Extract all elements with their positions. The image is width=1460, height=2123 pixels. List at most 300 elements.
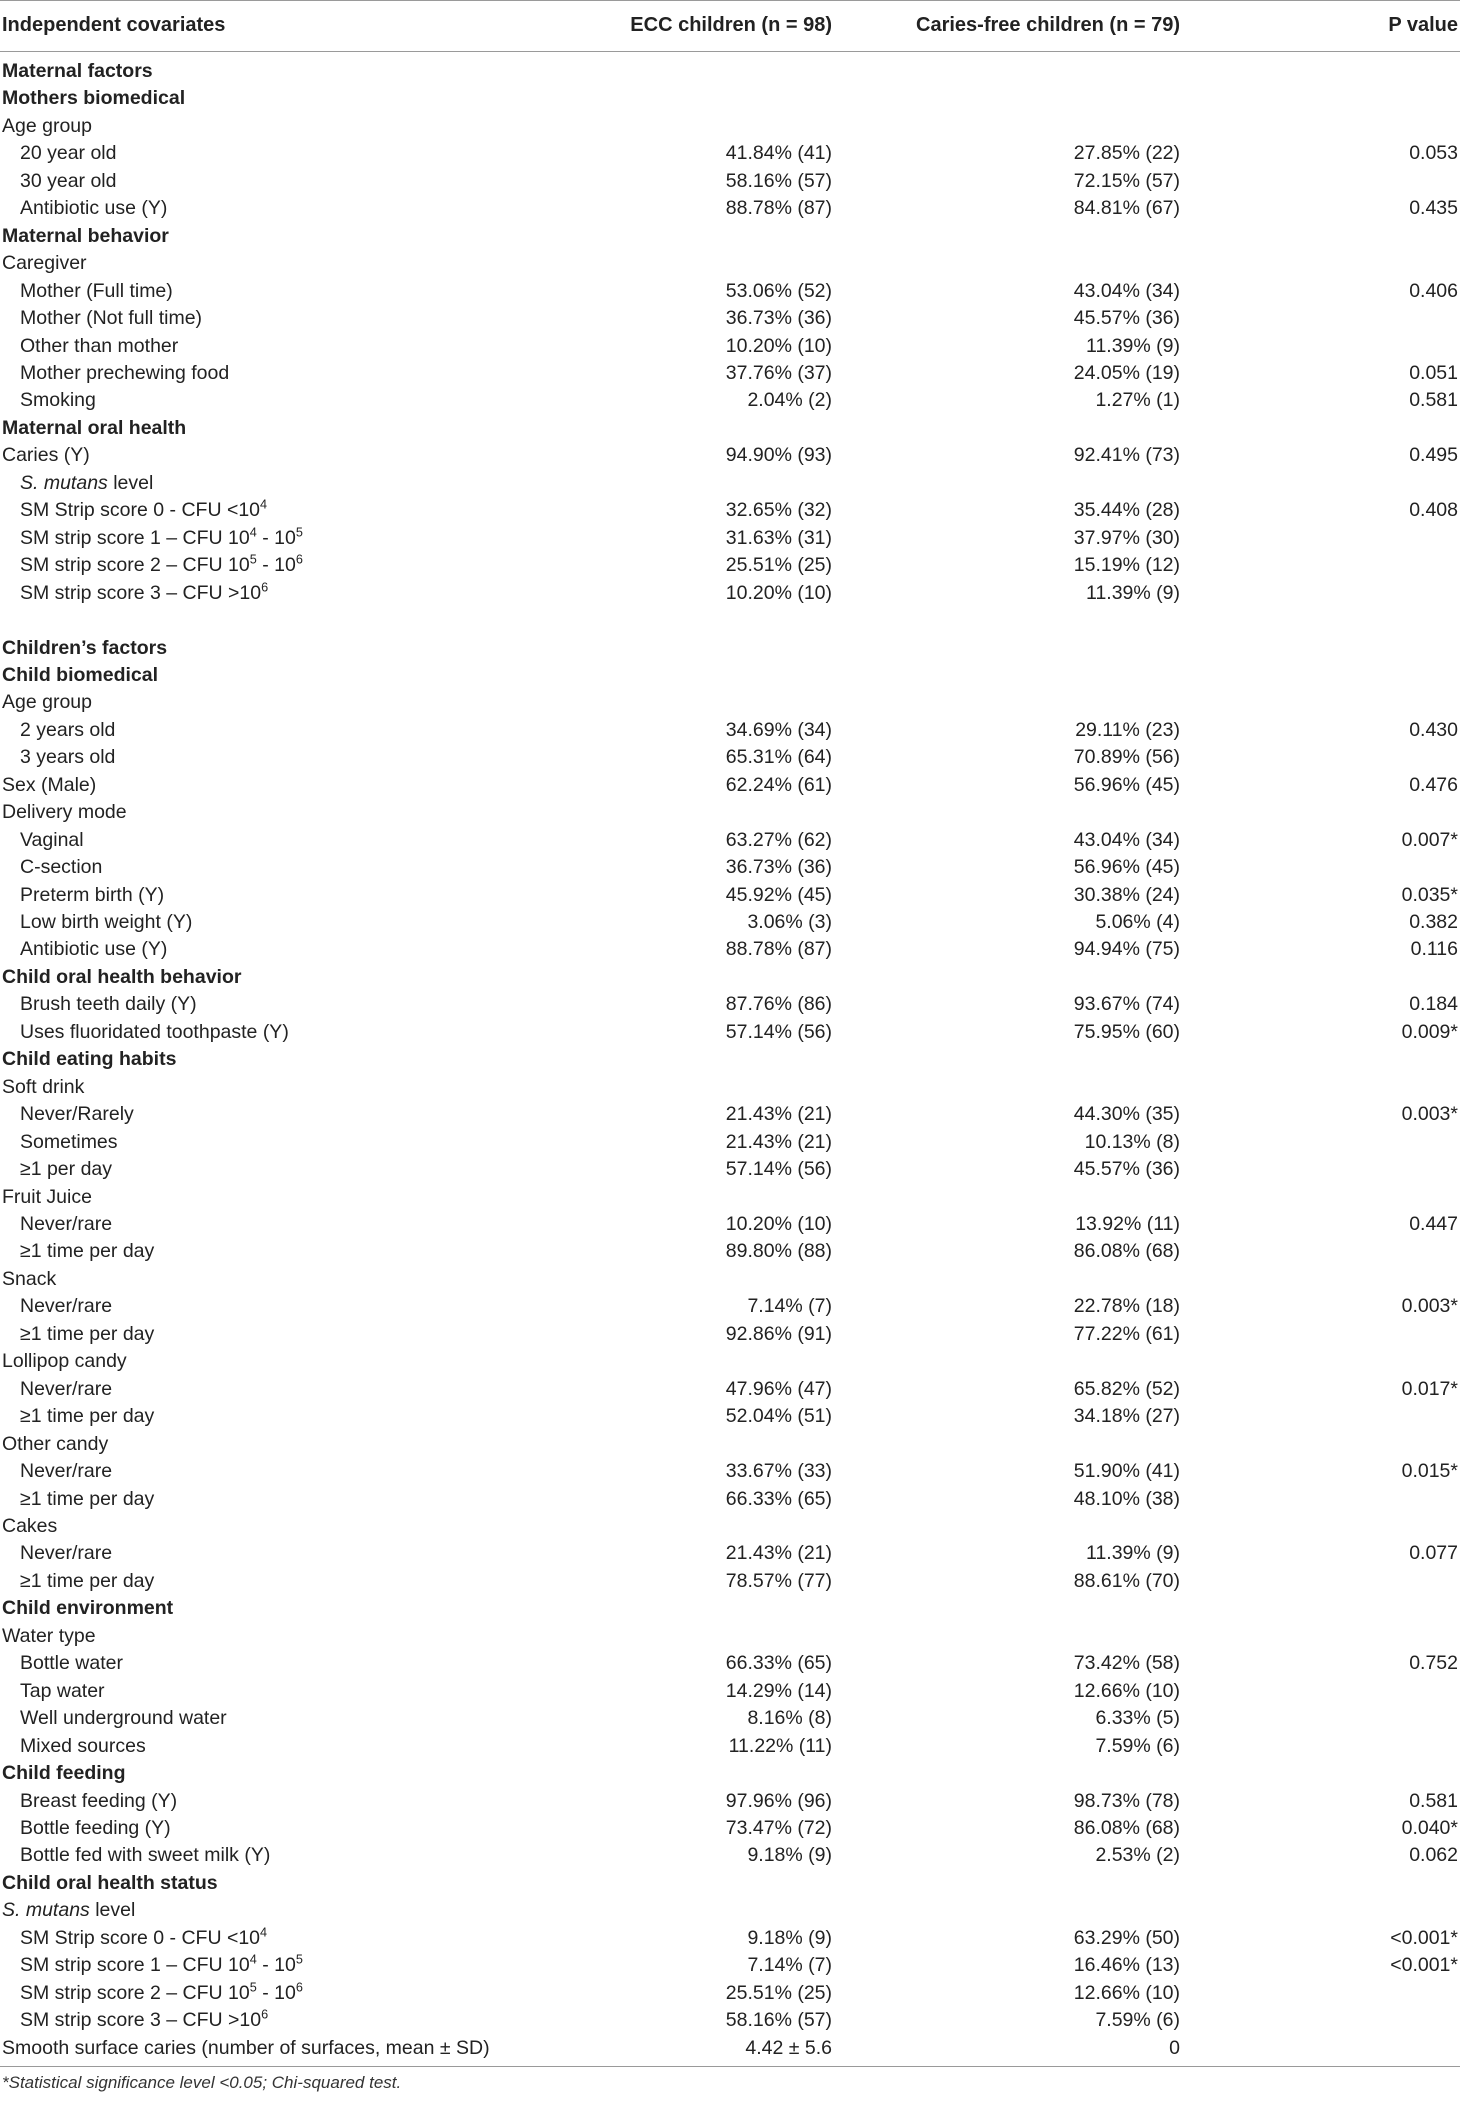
ecc-value: 41.84% (41) [725, 142, 832, 165]
caries-free-value: 11.39% (9) [1086, 334, 1180, 357]
ecc-value: 25.51% (25) [725, 1981, 832, 2004]
label-text: Smooth surface caries (number of surfaces, mean ± SD) [2, 2036, 490, 2059]
ecc-value: 94.90% (93) [725, 444, 832, 467]
empty-cell [1340, 85, 1460, 112]
p-value: 0.447 [1409, 1213, 1458, 1236]
row-label [0, 991, 570, 1018]
table-row [0, 1733, 1460, 1760]
p-value: 0.406 [1409, 279, 1458, 302]
caries-free-value: 75.95% (60) [1073, 1020, 1180, 1043]
empty-cell [570, 1431, 910, 1458]
group-row [0, 1266, 1460, 1293]
empty-cell [1340, 1513, 1460, 1540]
row-label [0, 1540, 570, 1567]
p-value: 0.116 [1410, 938, 1458, 961]
table-row [0, 1952, 1460, 1979]
caries-free-value: 84.81% (67) [1073, 197, 1180, 220]
label-text: SM strip score 2 – CFU 10 [20, 1981, 250, 2004]
table-row [0, 1815, 1460, 1842]
p-value [1340, 1678, 1460, 1705]
label-text: ≥1 time per day [20, 1405, 155, 1428]
caries-free-value: 2.53% (2) [1095, 1844, 1180, 1867]
table-row [0, 772, 1460, 799]
row-label [0, 2035, 570, 2067]
subsection-row [0, 1870, 1460, 1897]
table-row [0, 1019, 1460, 1046]
row-label [0, 305, 570, 332]
group-row [0, 799, 1460, 826]
caries-free-value: 12.66% (10) [1073, 1981, 1180, 2004]
row-label [0, 1486, 570, 1513]
row-label [0, 497, 570, 524]
label-text: Never/Rarely [20, 1103, 134, 1126]
empty-cell [1340, 1184, 1460, 1211]
row-label [0, 1705, 570, 1732]
label-text: SM strip score 2 – CFU 10 [20, 554, 250, 577]
ecc-value: 58.16% (57) [725, 169, 832, 192]
p-value [1340, 1156, 1460, 1183]
label-text-cont: - 10 [256, 554, 296, 577]
label-text: level [107, 471, 154, 494]
caries-free-value: 44.30% (35) [1073, 1103, 1180, 1126]
table-row [0, 1403, 1460, 1430]
p-value: 0.382 [1409, 911, 1458, 934]
row-label [0, 827, 570, 854]
caries-free-value: 56.96% (45) [1073, 856, 1180, 879]
table-row [0, 1897, 1460, 1924]
exponent: 4 [249, 1952, 257, 1967]
table-row [0, 580, 1460, 607]
label-text: Child feeding [2, 1762, 126, 1785]
row-label [0, 1321, 570, 1348]
empty-cell [570, 964, 910, 991]
table-row [0, 1376, 1460, 1403]
caries-free-value: 27.85% (22) [1073, 142, 1180, 165]
table-row [0, 936, 1460, 963]
header-caries-free-children: Caries-free children (n = 79) [910, 1, 1340, 52]
row-label [0, 387, 570, 414]
ecc-value: 21.43% (21) [725, 1103, 832, 1126]
caries-free-value: 45.57% (36) [1073, 1158, 1180, 1181]
table-row [0, 744, 1460, 771]
caries-free-value: 98.73% (78) [1073, 1789, 1180, 1812]
label-text: SM Strip score 0 - CFU <10 [20, 1926, 261, 1949]
group-label [0, 1074, 570, 1101]
label-text: Breast feeding (Y) [20, 1789, 178, 1812]
table-row [0, 2007, 1460, 2034]
row-label [0, 1019, 570, 1046]
table-row [0, 1458, 1460, 1485]
p-value [1340, 2007, 1460, 2034]
table-footnote: *Statistical significance level <0.05; Chi-squared test. [2, 2073, 402, 2093]
caries-free-value: 5.06% (4) [1095, 911, 1180, 934]
ecc-value: 21.43% (21) [725, 1130, 832, 1153]
exponent: 4 [260, 1925, 268, 1940]
exponent: 6 [261, 2007, 269, 2022]
ecc-value: 57.14% (56) [725, 1158, 832, 1181]
table-row [0, 497, 1460, 524]
ecc-value: 88.78% (87) [725, 197, 832, 220]
ecc-value: 2.04% (2) [747, 389, 832, 412]
empty-cell [1340, 1074, 1460, 1101]
p-value: 0.435 [1409, 197, 1458, 220]
ecc-value: 97.96% (96) [725, 1789, 832, 1812]
label-text: Child environment [2, 1597, 174, 1620]
empty-cell [570, 1623, 910, 1650]
empty-cell [910, 1760, 1340, 1787]
empty-cell [1340, 689, 1460, 716]
group-row [0, 1184, 1460, 1211]
table-row [0, 1678, 1460, 1705]
table-row [0, 168, 1460, 195]
empty-cell [910, 1623, 1340, 1650]
row-label [0, 580, 570, 607]
subsection-row [0, 964, 1460, 991]
table-row [0, 360, 1460, 387]
row-label [0, 1101, 570, 1128]
label-text: Snack [2, 1267, 57, 1290]
label-text: SM Strip score 0 - CFU <10 [20, 499, 261, 522]
subsection-row [0, 1760, 1460, 1787]
empty-cell [1340, 662, 1460, 689]
empty-cell [570, 799, 910, 826]
table-row [0, 2035, 1460, 2067]
header-covariates: Independent covariates [0, 1, 570, 52]
label-text: Caregiver [2, 252, 87, 275]
empty-cell [570, 113, 910, 140]
empty-cell [1340, 1266, 1460, 1293]
p-value [1340, 1705, 1460, 1732]
species-name: S. mutans [2, 1899, 90, 1922]
ecc-value: 45.92% (45) [725, 883, 832, 906]
subsection-label [0, 85, 570, 112]
row-label [0, 168, 570, 195]
empty-cell [1340, 635, 1460, 662]
row-label [0, 1733, 570, 1760]
p-value [1340, 1321, 1460, 1348]
p-value [1340, 525, 1460, 552]
row-label [0, 1980, 570, 2007]
label-text: Cakes [2, 1515, 58, 1537]
subsection-row [0, 1046, 1460, 1073]
p-value [1340, 1733, 1460, 1760]
spacer-row [0, 607, 1460, 634]
label-text: Bottle water [20, 1652, 123, 1675]
table-row [0, 1486, 1460, 1513]
ecc-value: 33.67% (33) [725, 1460, 832, 1483]
caries-free-value: 72.15% (57) [1073, 169, 1180, 192]
label-text: Children’s factors [2, 636, 168, 659]
p-value: 0.051 [1409, 361, 1458, 384]
table-row [0, 991, 1460, 1018]
empty-cell [1340, 113, 1460, 140]
subsection-label [0, 1595, 570, 1622]
label-text: Age group [2, 114, 92, 137]
section-label [0, 52, 570, 86]
p-value [1340, 552, 1460, 579]
caries-free-value: 1.27% (1) [1095, 389, 1180, 412]
label-text: Bottle fed with sweet milk (Y) [20, 1844, 271, 1867]
ecc-value: 7.14% (7) [747, 1954, 832, 1977]
ecc-value: 63.27% (62) [725, 828, 832, 851]
label-text: Well underground water [20, 1707, 227, 1730]
label-text: Never/rare [20, 1377, 113, 1400]
empty-cell [570, 52, 910, 86]
empty-cell [1340, 1348, 1460, 1375]
label-text: Soft drink [2, 1075, 85, 1098]
label-text-cont: - 10 [256, 526, 296, 549]
section-label [0, 635, 570, 662]
row-label [0, 195, 570, 222]
empty-cell [910, 1348, 1340, 1375]
caries-free-value: 24.05% (19) [1073, 361, 1180, 384]
label-text: Preterm birth (Y) [20, 883, 165, 906]
caries-free-value: 43.04% (34) [1073, 279, 1180, 302]
row-label [0, 360, 570, 387]
exponent: 6 [295, 1980, 303, 1995]
label-text: Brush teeth daily (Y) [20, 993, 197, 1016]
table-row [0, 1980, 1460, 2007]
p-value: 0.035* [1401, 883, 1458, 906]
p-value [1340, 854, 1460, 881]
row-label [0, 1842, 570, 1869]
empty-cell [910, 662, 1340, 689]
table-row [0, 1540, 1460, 1567]
p-value: <0.001* [1390, 1926, 1458, 1949]
p-value: 0.003* [1401, 1103, 1458, 1126]
label-text: Vaginal [20, 828, 84, 851]
label-text: Delivery mode [2, 801, 127, 824]
p-value: 0.581 [1409, 389, 1458, 412]
p-value [1340, 1980, 1460, 2007]
empty-cell [910, 1266, 1340, 1293]
row-label [0, 1458, 570, 1485]
row-label [0, 909, 570, 936]
label-text: 20 year old [20, 142, 117, 165]
label-text: Water type [2, 1624, 96, 1647]
p-value: 0.040* [1401, 1816, 1458, 1839]
group-row [0, 1431, 1460, 1458]
ecc-value: 3.06% (3) [747, 911, 832, 934]
row-label [0, 1211, 570, 1238]
p-value [1340, 1568, 1460, 1595]
row-label [0, 854, 570, 881]
caries-free-value: 77.22% (61) [1073, 1322, 1180, 1345]
row-label [0, 552, 570, 579]
group-label [0, 1623, 570, 1650]
row-label [0, 936, 570, 963]
caries-free-value: 16.46% (13) [1073, 1954, 1180, 1977]
row-label [0, 1952, 570, 1979]
empty-cell [570, 1348, 910, 1375]
exponent: 4 [260, 497, 268, 512]
p-value: 0.009* [1401, 1020, 1458, 1043]
table-row [0, 854, 1460, 881]
table-row [0, 1568, 1460, 1595]
caries-free-value: 10.13% (8) [1084, 1130, 1180, 1153]
subsection-label [0, 1870, 570, 1897]
ecc-value: 7.14% (7) [747, 1295, 832, 1318]
subsection-label [0, 1046, 570, 1073]
label-text: Child oral health behavior [2, 965, 242, 988]
row-label [0, 1129, 570, 1156]
table-row [0, 552, 1460, 579]
empty-cell [570, 1046, 910, 1073]
caries-free-value: 22.78% (18) [1073, 1295, 1180, 1318]
empty-cell [570, 1184, 910, 1211]
ecc-value: 66.33% (65) [725, 1652, 832, 1675]
header-ecc-children: ECC children (n = 98) [570, 1, 910, 52]
p-value [1340, 1403, 1460, 1430]
table-row [0, 1842, 1460, 1869]
caries-free-value: 70.89% (56) [1073, 746, 1180, 769]
empty-cell [570, 223, 910, 250]
table-row [0, 1156, 1460, 1183]
caries-free-value: 92.41% (73) [1073, 444, 1180, 467]
ecc-value: 8.16% (8) [747, 1707, 832, 1730]
caries-free-value: 7.59% (6) [1095, 2009, 1180, 2032]
ecc-value: 34.69% (34) [725, 718, 832, 741]
table-row [0, 525, 1460, 552]
group-label [0, 1184, 570, 1211]
ecc-value: 57.14% (56) [725, 1020, 832, 1043]
exponent: 5 [249, 1980, 257, 1995]
ecc-value: 10.20% (10) [725, 581, 832, 604]
label-text-cont: - 10 [256, 1981, 296, 2004]
p-value [1340, 1238, 1460, 1265]
empty-cell [1340, 1760, 1460, 1787]
row-label [0, 1678, 570, 1705]
row-label [0, 1897, 570, 1924]
label-text: Mother (Full time) [20, 279, 173, 302]
table-body [0, 52, 1460, 2067]
subsection-row [0, 415, 1460, 442]
label-text: Fruit Juice [2, 1185, 92, 1208]
row-label [0, 470, 570, 497]
ecc-value: 31.63% (31) [725, 526, 832, 549]
caries-free-value: 0 [910, 2035, 1340, 2067]
caries-free-value: 73.42% (58) [1073, 1652, 1180, 1675]
table-row [0, 1705, 1460, 1732]
ecc-value: 89.80% (88) [725, 1240, 832, 1263]
empty-cell [1340, 1870, 1460, 1897]
caries-free-value: 88.61% (70) [1073, 1569, 1180, 1592]
row-label [0, 442, 570, 469]
label-text: Low birth weight (Y) [20, 911, 193, 934]
caries-free-value: 37.97% (30) [1073, 526, 1180, 549]
table-row [0, 1293, 1460, 1320]
exponent: 4 [249, 525, 257, 540]
row-label [0, 1788, 570, 1815]
table-row [0, 1129, 1460, 1156]
exponent: 5 [295, 525, 303, 540]
ecc-value: 4.42 ± 5.6 [570, 2035, 910, 2067]
p-value [1340, 744, 1460, 771]
label-text: Never/rare [20, 1295, 113, 1318]
empty-cell [570, 250, 910, 277]
empty-cell [910, 52, 1340, 86]
label-text: ≥1 per day [20, 1158, 113, 1181]
caries-free-value: 65.82% (52) [1073, 1377, 1180, 1400]
label-text: Mixed sources [20, 1734, 146, 1757]
label-text: Lollipop candy [2, 1350, 127, 1373]
group-label [0, 799, 570, 826]
empty-cell [910, 85, 1340, 112]
empty-cell [1340, 1595, 1460, 1622]
table-row [0, 140, 1460, 167]
caries-free-value: 56.96% (45) [1073, 773, 1180, 796]
label-text: 2 years old [20, 718, 116, 741]
ecc-value: 52.04% (51) [725, 1405, 832, 1428]
label-text: Tap water [20, 1679, 105, 1702]
label-text: ≥1 time per day [20, 1322, 155, 1345]
p-value: 0.077 [1409, 1542, 1458, 1565]
empty-cell [910, 1431, 1340, 1458]
exponent: 6 [261, 580, 269, 595]
label-text: Age group [2, 691, 92, 714]
table-row [0, 305, 1460, 332]
table-row [0, 909, 1460, 936]
header-row [0, 1, 1460, 52]
ecc-value: 92.86% (91) [725, 1322, 832, 1345]
ecc-value [570, 470, 910, 497]
ecc-value: 11.22% (11) [728, 1734, 832, 1757]
table-row [0, 882, 1460, 909]
p-value: 0.062 [1409, 1844, 1458, 1867]
section-row [0, 52, 1460, 86]
p-value [1340, 1129, 1460, 1156]
label-text: Mothers biomedical [2, 87, 186, 110]
caries-free-value: 13.92% (11) [1075, 1213, 1180, 1236]
label-text: Antibiotic use (Y) [20, 938, 168, 961]
table-row [0, 1238, 1460, 1265]
label-text: Bottle feeding (Y) [20, 1816, 171, 1839]
caries-free-value: 7.59% (6) [1095, 1734, 1180, 1757]
group-label [0, 689, 570, 716]
group-row [0, 1348, 1460, 1375]
group-label [0, 1513, 570, 1540]
ecc-value: 62.24% (61) [725, 773, 832, 796]
empty-cell [570, 635, 910, 662]
caries-free-value: 11.39% (9) [1086, 581, 1180, 604]
subsection-row [0, 85, 1460, 112]
empty-cell [570, 1870, 910, 1897]
p-value: 0.752 [1409, 1652, 1458, 1675]
header-p-value: P value [1340, 1, 1460, 52]
table-row [0, 1925, 1460, 1952]
label-text: Never/rare [20, 1460, 113, 1483]
label-text: Caries (Y) [2, 444, 90, 467]
label-text: 3 years old [20, 746, 116, 769]
label-text: ≥1 time per day [20, 1569, 155, 1592]
label-text: Never/rare [20, 1542, 113, 1565]
p-value: 0.017* [1401, 1377, 1458, 1400]
p-value [1340, 168, 1460, 195]
group-label [0, 113, 570, 140]
caries-free-value: 15.19% (12) [1073, 554, 1180, 577]
table-row [0, 333, 1460, 360]
empty-cell [910, 1184, 1340, 1211]
caries-free-value: 48.10% (38) [1073, 1487, 1180, 1510]
ecc-value: 73.47% (72) [725, 1816, 832, 1839]
empty-cell [570, 1266, 910, 1293]
empty-cell [910, 250, 1340, 277]
label-text: Mother (Not full time) [20, 307, 203, 330]
empty-cell [910, 223, 1340, 250]
group-row [0, 1513, 1460, 1540]
table-row [0, 1101, 1460, 1128]
p-value [1340, 2035, 1460, 2067]
